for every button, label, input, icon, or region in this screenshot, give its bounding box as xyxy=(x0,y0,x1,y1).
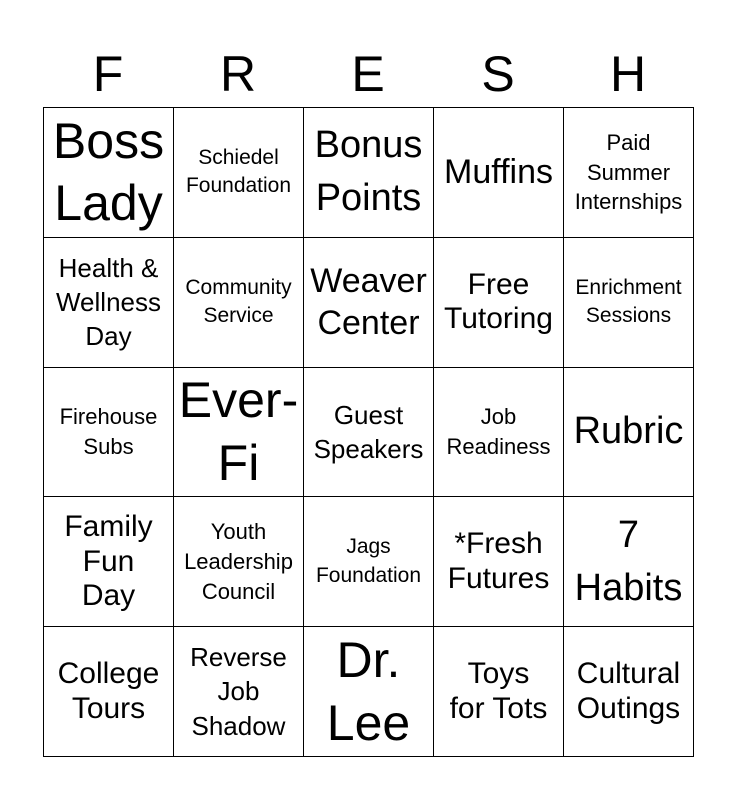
bingo-cell[interactable] xyxy=(434,108,564,238)
bingo-cell[interactable] xyxy=(434,368,564,498)
cell-text: Youth Leadership Council xyxy=(184,519,293,604)
bingo-cell[interactable] xyxy=(44,497,174,627)
header-letter-h: H xyxy=(609,46,647,102)
cell-text: Bonus Points xyxy=(314,124,423,220)
cell-text: Health & Wellness Day xyxy=(55,252,161,352)
bingo-cell[interactable] xyxy=(174,108,304,238)
cell-text: Rubric xyxy=(573,410,684,453)
cell-text: College Tours xyxy=(57,657,160,725)
bingo-cell[interactable] xyxy=(304,238,434,368)
cell-text: Community Service xyxy=(185,275,292,328)
bingo-cell[interactable] xyxy=(174,627,304,757)
bingo-cell[interactable] xyxy=(304,627,434,757)
header-letter-s: S xyxy=(481,46,515,102)
bingo-cell[interactable] xyxy=(174,368,304,498)
bingo-cell[interactable] xyxy=(564,497,694,627)
header-letter-e: E xyxy=(351,46,385,102)
cell-text: Job Readiness xyxy=(446,404,551,459)
bingo-cell[interactable] xyxy=(304,368,434,498)
cell-text: Boss Lady xyxy=(52,112,165,232)
bingo-cell[interactable] xyxy=(434,627,564,757)
bingo-cell[interactable] xyxy=(564,627,694,757)
bingo-cell[interactable] xyxy=(44,627,174,757)
cell-text: Dr. Lee xyxy=(326,632,411,751)
cell-text: Cultural Outings xyxy=(576,657,681,725)
cell-text: Toys for Tots xyxy=(449,657,548,725)
bingo-cell[interactable] xyxy=(564,238,694,368)
bingo-cell[interactable] xyxy=(564,108,694,238)
cell-text: Paid Summer Internships xyxy=(574,129,683,215)
bingo-cell[interactable] xyxy=(174,238,304,368)
cell-text: Weaver Center xyxy=(310,261,427,343)
cell-text: Free Tutoring xyxy=(444,267,553,336)
cell-text: Schiedel Foundation xyxy=(185,146,292,198)
bingo-cell[interactable] xyxy=(304,108,434,238)
bingo-cell[interactable] xyxy=(174,497,304,627)
bingo-cell[interactable] xyxy=(44,238,174,368)
bingo-cell[interactable] xyxy=(304,497,434,627)
cell-text: *Fresh Futures xyxy=(447,527,550,595)
cell-text: Family Fun Day xyxy=(64,510,153,613)
cell-text: Muffins xyxy=(444,153,553,192)
cell-text: Firehouse Subs xyxy=(59,404,158,459)
cell-text: Enrichment Sessions xyxy=(575,275,682,328)
cell-text: Reverse Job Shadow xyxy=(190,642,287,741)
cell-text: 7 Habits xyxy=(574,513,683,609)
bingo-cell[interactable] xyxy=(44,108,174,238)
header-letter-r: R xyxy=(219,46,257,102)
bingo-cell[interactable] xyxy=(434,238,564,368)
bingo-cell[interactable] xyxy=(44,368,174,498)
cell-text: Ever- Fi xyxy=(178,372,299,491)
bingo-header xyxy=(43,40,693,108)
bingo-board xyxy=(43,107,694,757)
cell-text: Guest Speakers xyxy=(313,399,424,464)
cell-text: Jags Foundation xyxy=(315,535,422,587)
bingo-cell[interactable] xyxy=(564,368,694,498)
header-letter-f: F xyxy=(92,46,124,102)
bingo-cell[interactable] xyxy=(434,497,564,627)
